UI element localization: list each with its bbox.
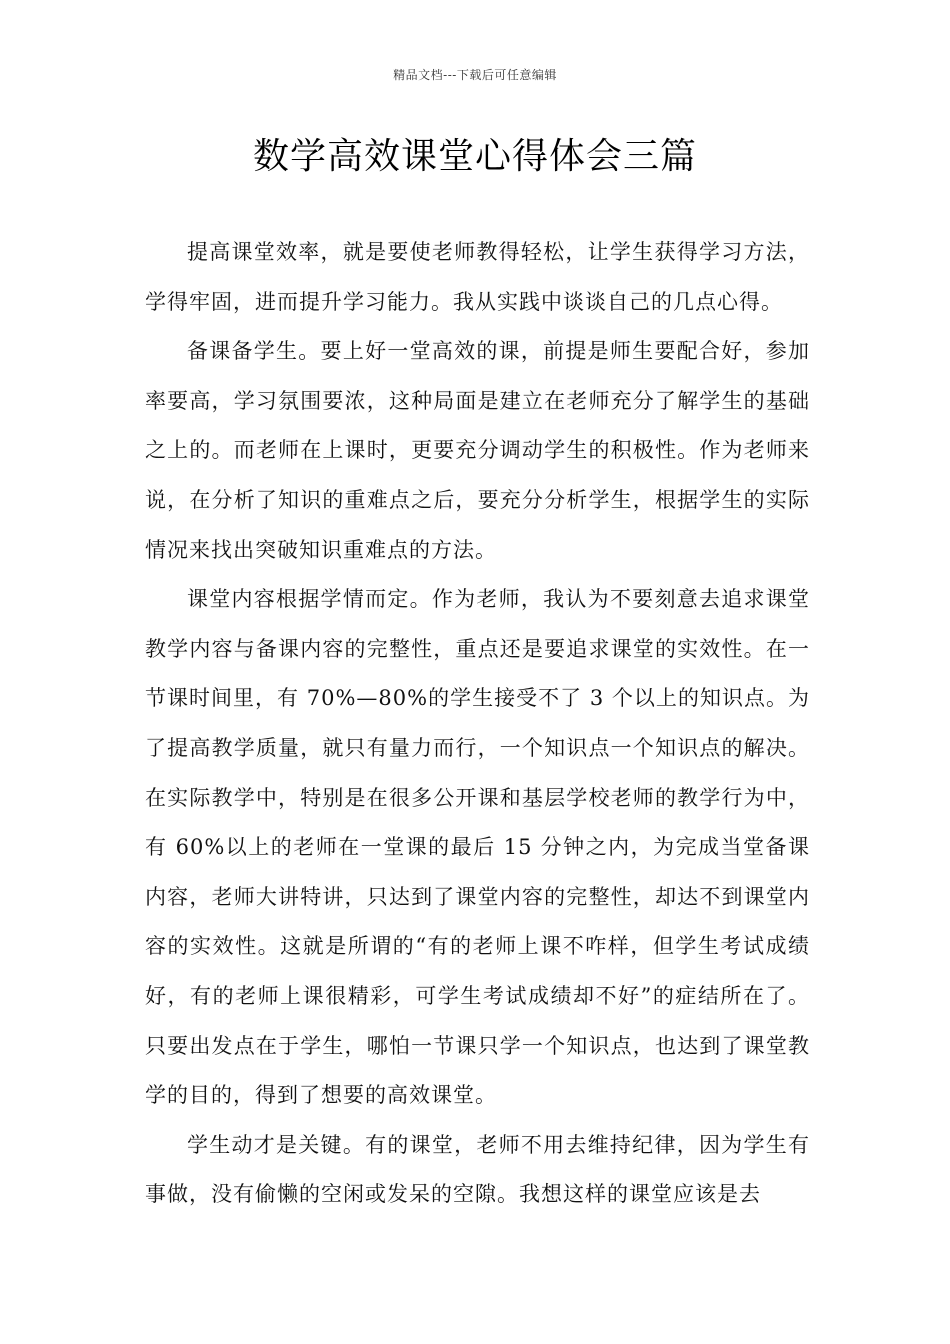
paragraph: 提高课堂效率，就是要使老师教得轻松，让学生获得学习方法，学得牢固，进而提升学习能力。我从实践中谈谈自己的几点心得。 xyxy=(145,240,810,314)
document-body xyxy=(145,228,810,1220)
paragraph: 备课备学生。要上好一堂高效的课，前提是师生要配合好，参加率要高，学习氛围要浓，这种局面是建立在老师充分了解学生的基础之上的。而老师在上课时，更要充分调动学生的积极性。作为老师来说，在分析了知识的重难点之后，要充分分析学生，根据学生的实际情况来找出突破知识重难点的方法。 xyxy=(145,339,810,562)
paragraph: 学生动才是关键。有的课堂，老师不用去维持纪律，因为学生有事做，没有偷懒的空闲或发呆的空隙。我想这样的课堂应该是去 xyxy=(145,1132,810,1207)
document-title: 数学高效课堂心得体会三篇 xyxy=(252,136,697,177)
paragraph: 课堂内容根据学情而定。作为老师，我认为不要刻意去追求课堂教学内容与备课内容的完整性，重点还是要追求课堂的实效性。在一节课时间里，有 70%—80%的学生接受不了 3 个以上的知识点。为了提高教学质量，就只有量力而行，一个知识点一个知识点的解决。在实际教学中，特别是在很多公开课和基层学校老师的教学行为中，有 60%以上的老师在一堂课的最后 15 分钟之内，为完成当堂备课内容，老师大讲特讲，只达到了课堂内容的完整性，却达不到课堂内容的实效性。这就是所谓的“有的老师上课不咋样，但学生考试成绩好，有的老师上课很精彩，可学生考试成绩却不好”的症结所在了。只要出发点在于学生，哪怕一节课只学一个知识点，也达到了课堂教学的目的，得到了想要的高效课堂。 xyxy=(145,587,810,1108)
header-note: 精品文档---下载后可任意编辑 xyxy=(393,68,557,82)
